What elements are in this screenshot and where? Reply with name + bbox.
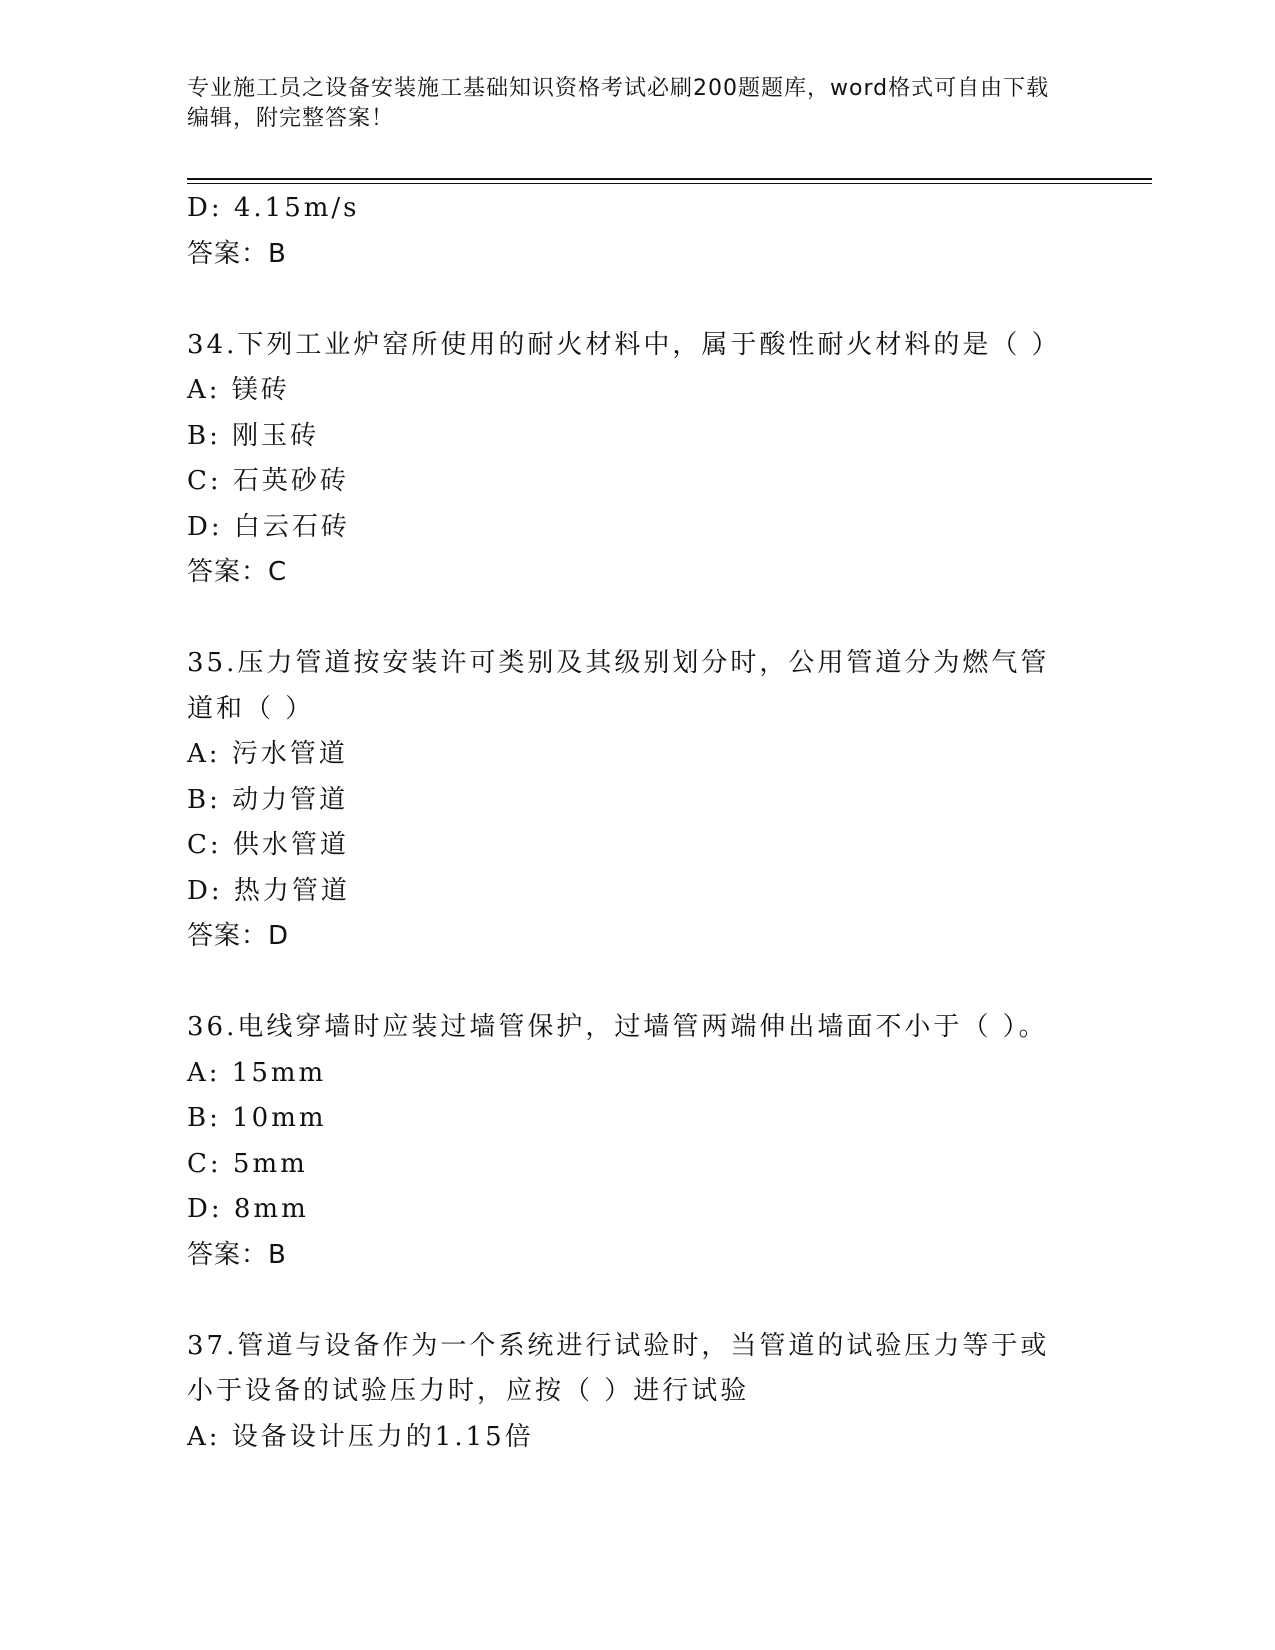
option-b: B: 动力管道 xyxy=(187,784,349,815)
option-c: C: 石英砂砖 xyxy=(187,466,349,496)
option-d: D: 热力管道 xyxy=(187,875,350,906)
option-d: D: 8mm xyxy=(187,1194,309,1224)
answer: 答案：B xyxy=(187,238,287,269)
question-stem: 37.管道与设备作为一个系统进行试验时，当管道的试验压力等于或小于设备的试验压力时，应按（ ）进行试验 xyxy=(187,1330,1050,1406)
option-c: C: 5mm xyxy=(187,1148,308,1179)
option-a: A: 污水管道 xyxy=(187,739,348,769)
option-d: D: 4.15m/s xyxy=(187,193,360,223)
question-block-34 xyxy=(187,323,1087,596)
option-c: C: 供水管道 xyxy=(187,830,349,860)
option-a: A: 设备设计压力的1.15倍 xyxy=(187,1421,534,1452)
answer: 答案：B xyxy=(187,1239,287,1270)
question-block-35 xyxy=(187,641,1087,960)
option-a: A: 镁砖 xyxy=(187,375,290,405)
question-content xyxy=(187,186,1087,1460)
option-a: A: 15mm xyxy=(187,1057,327,1088)
answer: 答案：D xyxy=(187,921,290,951)
question-stem: 36.电线穿墙时应装过墙管保护，过墙管两端伸出墙面不小于（ ）。 xyxy=(187,1012,1048,1042)
document-header: 专业施工员之设备安装施工基础知识资格考试必刷200题题库，word格式可自由下载编辑，附完整答案！ xyxy=(187,76,1050,131)
question-stem: 34.下列工业炉窑所使用的耐火材料中，属于酸性耐火材料的是（ ） xyxy=(187,329,1061,360)
question-stem: 35.压力管道按安装许可类别及其级别划分时，公用管道分为燃气管道和（ ） xyxy=(187,648,1050,724)
header-rule-thin xyxy=(187,183,1152,184)
option-b: B: 刚玉砖 xyxy=(187,420,320,451)
header-rule xyxy=(187,178,1152,180)
option-b: B: 10mm xyxy=(187,1103,327,1133)
option-d: D: 白云石砖 xyxy=(187,511,350,542)
question-block-37 xyxy=(187,1324,1087,1461)
question-block-36 xyxy=(187,1005,1087,1278)
answer: 答案：C xyxy=(187,557,288,587)
